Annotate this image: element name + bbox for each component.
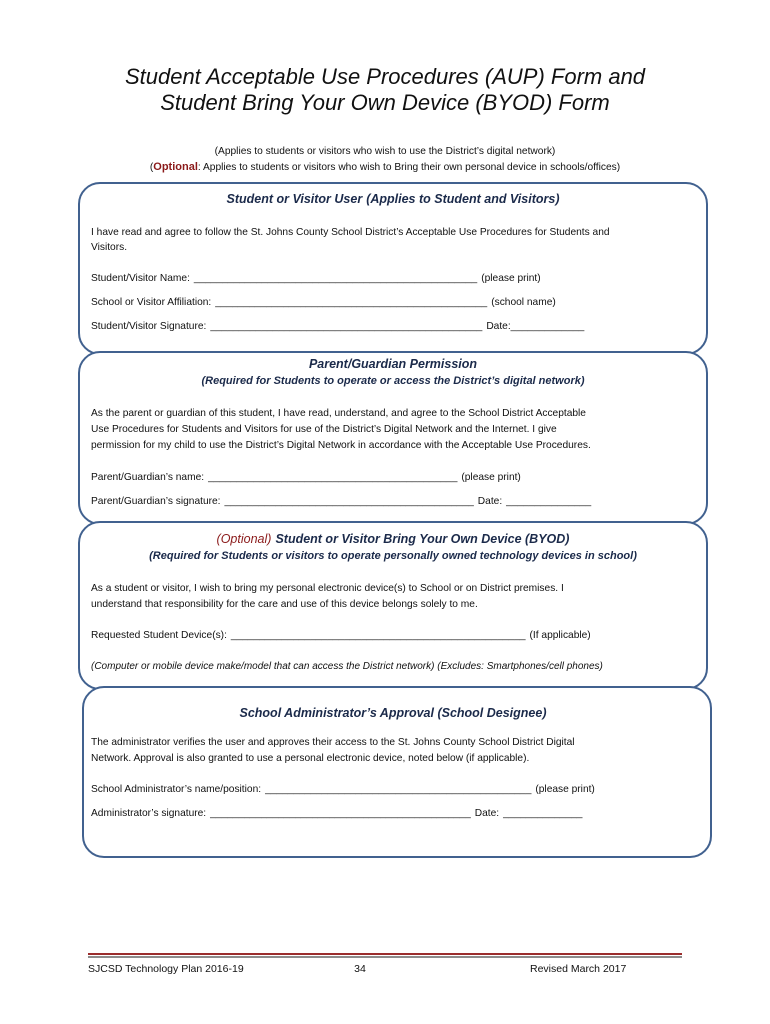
- field-label: School or Visitor Affiliation:: [91, 297, 212, 308]
- visitor-signature-field: [91, 320, 584, 333]
- parent-section-subheading: (Required for Students to operate or access the District’s digital network): [201, 375, 585, 387]
- user-agreement-line-1: I have read and agree to follow the St. Johns County School District’s Acceptable Use Procedures for Students and: [91, 227, 610, 238]
- guardian-name-field: [91, 471, 521, 484]
- field-hint: (please print): [481, 273, 541, 284]
- parent-consent-line-2: Use Procedures for Students and Visitors for use of the District’s Digital Network and the Internet. I give: [91, 424, 557, 435]
- intro-optional-text: : Applies to students or visitors who wish to Bring their own personal device in schools/offices): [197, 162, 621, 173]
- blank-line: ____________________________________________: [208, 472, 458, 483]
- date-blank-line: ______________: [503, 808, 583, 819]
- blank-line: _______________________________________________: [265, 784, 532, 795]
- device-note: (Computer or mobile device make/model that can access the District network) (Excludes: Smartphones/cell phones): [91, 661, 603, 672]
- blank-line: ______________________________________________: [210, 808, 471, 819]
- blank-line: ________________________________________________: [210, 321, 483, 332]
- field-hint: (please print): [461, 472, 521, 483]
- field-hint: (please print): [535, 784, 595, 795]
- parent-consent-line-1: As the parent or guardian of this student, I have read, understand, and agree to the School District Acceptable: [91, 408, 586, 419]
- blank-line: ____________________________________________________: [230, 630, 526, 641]
- admin-approval-line-2: Network. Approval is also granted to use a personal electronic device, noted below (if applicable).: [91, 753, 530, 764]
- field-hint: (school name): [491, 297, 556, 308]
- footer-revision-date: Revised March 2017: [530, 963, 627, 975]
- visitor-affiliation-field: [91, 296, 556, 309]
- blank-line: ____________________________________________: [224, 496, 474, 507]
- date-label: Date:: [477, 496, 503, 507]
- parent-consent-line-3: permission for my child to use the District’s Digital Network in accordance with the Acceptable Use Procedures.: [91, 440, 591, 451]
- field-label: School Administrator’s name/position:: [91, 784, 262, 795]
- field-label: Parent/Guardian’s signature:: [91, 496, 221, 507]
- intro-open-paren: (: [149, 162, 154, 173]
- visitor-name-field: [91, 272, 541, 285]
- form-title-line-2: Student Bring Your Own Device (BYOD) Form: [160, 90, 610, 115]
- byod-statement-line-2: understand that responsibility for the care and use of this device belongs solely to me.: [91, 599, 478, 610]
- field-hint: (If applicable): [529, 630, 591, 641]
- user-section-heading: [78, 192, 708, 207]
- date-label: Date:: [474, 808, 500, 819]
- field-label: Student/Visitor Signature:: [91, 321, 207, 332]
- field-label: Requested Student Device(s):: [91, 630, 227, 641]
- byod-section-heading: [78, 532, 708, 547]
- byod-section-subheading: (Required for Students or visitors to operate personally owned technology devices in school): [149, 550, 637, 562]
- admin-approval-line-1: The administrator verifies the user and approves their access to the St. Johns County School District Digital: [91, 737, 575, 748]
- requested-device-field: [91, 629, 591, 642]
- byod-section-title: Student or Visitor Bring Your Own Device (BYOD): [275, 532, 570, 546]
- user-agreement-line-2: Visitors.: [91, 242, 128, 253]
- guardian-signature-field: [91, 495, 591, 508]
- footer-page-number: 34: [354, 963, 366, 975]
- admin-section-heading: School Administrator’s Approval (School Designee): [239, 706, 547, 720]
- date-label: Date:: [486, 321, 511, 332]
- blank-line: ________________________________________________: [215, 297, 488, 308]
- intro-optional-label: Optional: [153, 161, 198, 173]
- field-label: Student/Visitor Name:: [91, 273, 190, 284]
- user-section-note: (Applies to Student and Visitors): [366, 192, 560, 206]
- form-title-line-1: Student Acceptable Use Procedures (AUP) Form and: [124, 64, 646, 89]
- field-label: Administrator’s signature:: [91, 808, 207, 819]
- intro-optional-line: [0, 161, 770, 174]
- admin-signature-field: [91, 807, 582, 820]
- admin-name-field: [91, 783, 595, 796]
- user-section-title: Student or Visitor User: [226, 192, 363, 206]
- intro-applies-line: (Applies to students or visitors who wish to use the District’s digital network): [214, 146, 556, 157]
- footer-plan-title: SJCSD Technology Plan 2016-19: [88, 963, 244, 975]
- byod-statement-line-1: As a student or visitor, I wish to bring my personal electronic device(s) to School or on District premises. I: [91, 583, 564, 594]
- blank-line: __________________________________________________: [193, 273, 478, 284]
- date-blank-line: _______________: [506, 496, 592, 507]
- byod-optional-tag: (Optional): [216, 532, 272, 546]
- footer-rule-red: [88, 953, 682, 955]
- parent-section-heading: Parent/Guardian Permission: [308, 357, 478, 371]
- field-label: Parent/Guardian’s name:: [91, 472, 205, 483]
- footer-rule-gray: [88, 956, 682, 958]
- date-blank-line: _____________: [510, 321, 585, 332]
